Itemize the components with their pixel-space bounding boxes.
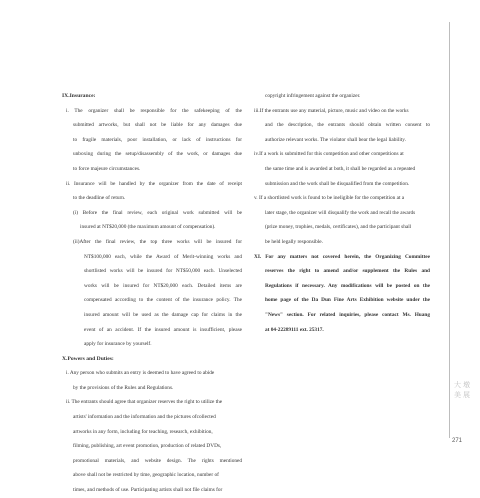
text-line: "News" section. For related inquiries, please contact Ms. Huang	[265, 311, 430, 318]
text-line: i. The organizer shall be responsible for the safekeeping of the	[66, 107, 242, 114]
text-line: ii. The entrants should agree that organizer reserves the right to utilize the	[66, 399, 223, 406]
text-line: submitted artworks, but shall not be liable for any damages due	[73, 122, 242, 129]
left-column	[62, 89, 242, 498]
seal-character: 美	[454, 391, 461, 399]
seal-logo	[452, 380, 472, 400]
text-line: by the provisions of the Rules and Regulations.	[73, 384, 174, 391]
text-line: to the deadline of return.	[73, 195, 126, 202]
text-line: and the description, the entrants should obtain written consent to	[265, 122, 430, 129]
seal-character: 大	[454, 381, 461, 389]
text-line: authorize relevant works. The violator shall bear the legal liability.	[265, 136, 406, 143]
text-line: i. Any person who submits an entry is deemed to have agreed to abide	[66, 370, 215, 377]
text-line: insured at NT$20,000 (the maximum amount of compensation).	[80, 224, 216, 231]
right-column	[254, 89, 430, 337]
text-line: NT$100,000 each, while the Award of Merit-winning works and	[84, 253, 242, 260]
text-line: submission and the work shall be disqualified from the competition.	[265, 180, 410, 187]
text-line: times, and methods of use. Participating artists shall not file claims for	[73, 487, 223, 494]
text-line: later stage, the organizer will disqualify the work and recall the awards	[265, 209, 416, 216]
text-line: Regulations if necessary. Any modifications will be posted on the	[265, 282, 430, 289]
text-line: X.Powers and Duties:	[62, 355, 114, 362]
text-line: to force majeure circumstances.	[73, 165, 141, 172]
text-line: to fragile materials, poor installation, or lack of instructions for	[73, 136, 242, 143]
page-number: 271	[452, 438, 463, 444]
text-line: insured amount will be used as the damage cap for claims in the	[84, 311, 242, 318]
text-line: artists' information and the information and the pictures ofcollected	[73, 414, 216, 421]
text-line: XI. For any matters not covered herein, the Organizing Committee	[254, 253, 430, 260]
text-line: apply for insurance by yourself.	[84, 341, 152, 348]
text-line: unboxing during the setup/disassembly of the work, or damages due	[73, 151, 242, 158]
text-line: event of an accident. If the insured amount is insufficient, please	[84, 326, 242, 333]
text-line: promotional materials, and website design. The rights mentioned	[73, 457, 242, 464]
text-line: (i) Before the final review, each original work submitted will be	[73, 209, 242, 216]
text-line: compensated according to the content of the insurance policy. The	[84, 297, 242, 304]
text-line: be held legally responsible.	[265, 238, 323, 245]
text-line: IX.Insurance:	[62, 93, 96, 99]
text-line: ii. Insurance will be handled by the organizer from the date of receipt	[66, 180, 242, 187]
seal-character: 展	[463, 391, 470, 399]
text-line: v. If a shortlisted work is found to be ineligible for the competition at a	[254, 195, 405, 202]
text-line: above shall not be restricted by time, geographic location, number of	[73, 472, 219, 479]
text-line: (ii)After the final review, the top three works will be insured for	[73, 238, 242, 245]
text-line: the same time and is awarded at both, it shall be regarded as a repeated	[265, 165, 416, 172]
text-line: artworks in any form, including for teaching, research, exhibition,	[73, 428, 213, 435]
text-line: filming, publishing, art event promotion, production of related DVDs,	[73, 443, 222, 450]
margin-rule	[449, 22, 450, 438]
text-line: iii.If the entrants use any material, picture, music and video on the works	[254, 107, 409, 114]
seal-character: 墩	[463, 381, 470, 389]
text-line: iv.If a work is submitted for this competition and other competitions at	[254, 151, 404, 158]
text-line: shortlisted works will be insured for NT$50,000 each. Unselected	[84, 268, 242, 275]
text-line: reserves the right to amend and/or supplement the Rules and	[265, 268, 430, 275]
text-line: home page of the Da Dun Fine Arts Exhibition website under the	[265, 297, 430, 304]
text-line: (prize money, trophies, medals, certificates), and the participant shall	[265, 224, 412, 231]
text-line: at 04-22289111 ext. 25317.	[265, 326, 324, 333]
text-line: copyright infringement against the organizer.	[265, 93, 361, 99]
text-line: works will be insured for NT$20,000 each. Detailed items are	[84, 282, 242, 289]
